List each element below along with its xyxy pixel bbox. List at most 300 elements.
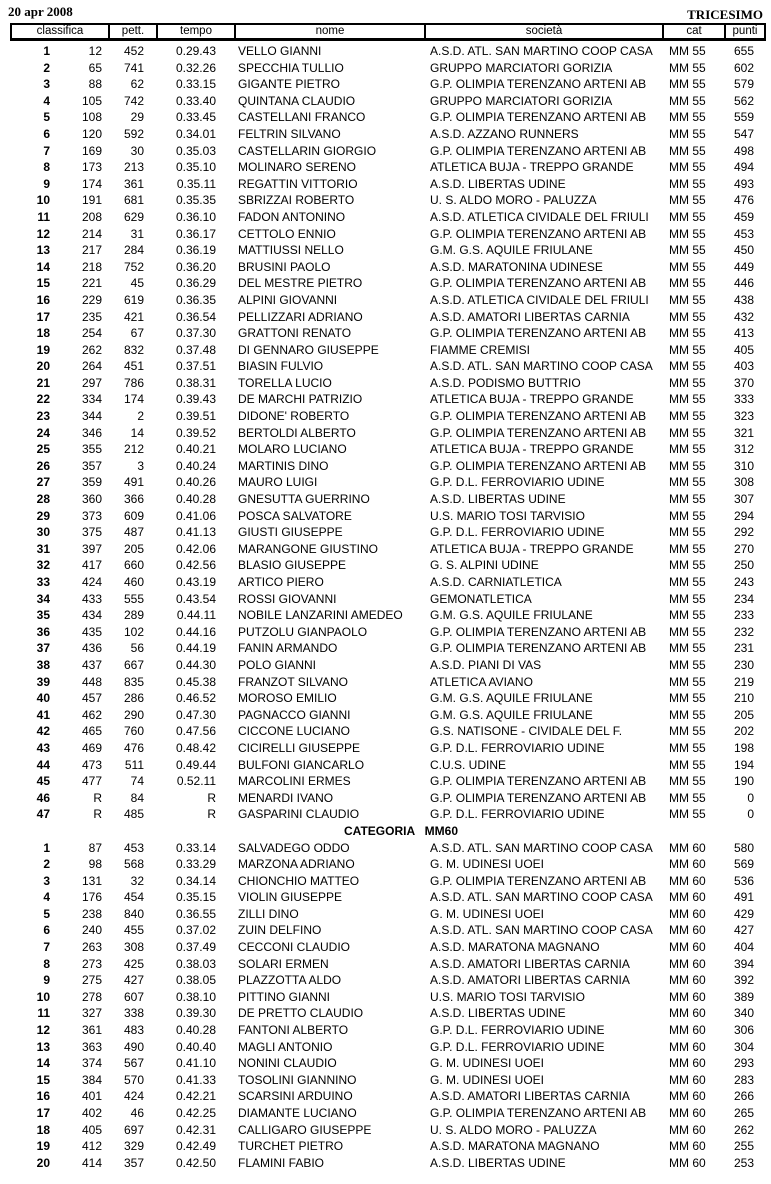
bib-cell: 511 xyxy=(124,757,144,772)
club-cell: G.P. OLIMPIA TERENZANO ARTENI AB xyxy=(430,409,647,424)
category-cell: MM 60 xyxy=(669,956,706,971)
time-cell: 0.34.01 xyxy=(175,126,216,141)
time-cell: 0.35.11 xyxy=(176,176,216,191)
time-cell: 0.44.11 xyxy=(176,608,216,623)
points-cell: 446 xyxy=(733,276,754,291)
position-cell: 27 xyxy=(36,475,50,490)
position-cell: 41 xyxy=(36,707,50,722)
points-cell: 323 xyxy=(733,409,754,424)
points-cell: 547 xyxy=(733,126,754,141)
points-cell: 255 xyxy=(733,1139,754,1154)
name-cell: POSCA SALVATORE xyxy=(238,508,352,523)
points-cell: 602 xyxy=(733,60,754,75)
overall-rank-cell: 221 xyxy=(81,276,102,291)
overall-rank-cell: 357 xyxy=(81,458,102,473)
points-cell: 404 xyxy=(733,940,754,955)
club-cell: G. S. ALPINI UDINE xyxy=(430,558,539,573)
points-cell: 253 xyxy=(733,1155,754,1170)
position-cell: 4 xyxy=(43,93,50,108)
col-classifica: classifica xyxy=(12,25,108,38)
name-cell: CICIRELLI GIUSEPPE xyxy=(238,740,361,755)
club-cell: G. M. UDINESI UOEI xyxy=(430,857,545,872)
position-cell: 2 xyxy=(43,857,50,872)
time-cell: 0.38.10 xyxy=(175,989,216,1004)
club-cell: A.S.D. MARATONA MAGNANO xyxy=(430,1139,600,1154)
overall-rank-cell: 263 xyxy=(81,940,102,955)
category-cell: MM 55 xyxy=(669,77,706,92)
table-row xyxy=(0,956,771,973)
overall-rank-cell: 334 xyxy=(81,392,102,407)
points-cell: 476 xyxy=(733,193,754,208)
category-cell: MM 55 xyxy=(669,492,706,507)
name-cell: POLO GIANNI xyxy=(238,657,317,672)
time-cell: 0.38.05 xyxy=(175,973,216,988)
table-row xyxy=(0,939,771,956)
time-cell: R xyxy=(207,807,216,822)
table-row xyxy=(0,873,771,890)
name-cell: ARTICO PIERO xyxy=(238,575,324,589)
category-cell: MM 60 xyxy=(669,940,706,955)
time-cell: 0.38.03 xyxy=(175,956,216,971)
position-cell: 47 xyxy=(36,807,50,822)
club-cell: A.S.D. AZZANO RUNNERS xyxy=(430,126,579,141)
club-cell: G.M. G.S. AQUILE FRIULANE xyxy=(430,608,593,623)
overall-rank-cell: 405 xyxy=(81,1122,102,1137)
table-row xyxy=(0,773,771,790)
position-cell: 5 xyxy=(43,110,50,125)
bib-cell: 487 xyxy=(123,525,144,540)
points-cell: 231 xyxy=(733,641,754,656)
overall-rank-cell: 275 xyxy=(81,973,102,988)
time-cell: 0.42.21 xyxy=(175,1089,216,1104)
name-cell: PUTZOLU GIANPAOLO xyxy=(238,624,368,639)
club-cell: A.S.D. MARATONA MAGNANO xyxy=(430,940,600,955)
points-cell: 310 xyxy=(733,458,754,473)
bib-cell: 660 xyxy=(123,558,144,573)
overall-rank-cell: 214 xyxy=(81,226,102,241)
points-cell: 321 xyxy=(733,425,754,440)
bib-cell: 629 xyxy=(123,209,144,224)
name-cell: MAGLI ANTONIO xyxy=(238,1039,333,1054)
bib-cell: 338 xyxy=(123,1006,144,1021)
overall-rank-cell: R xyxy=(93,807,102,822)
points-cell: 308 xyxy=(733,475,754,490)
table-row xyxy=(0,624,771,641)
name-cell: NOBILE LANZARINI AMEDEO xyxy=(238,608,403,623)
time-cell: 0.41.13 xyxy=(175,525,216,540)
bib-cell: 742 xyxy=(123,93,144,108)
bib-cell: 567 xyxy=(123,1056,144,1071)
time-cell: 0.47.56 xyxy=(175,724,216,739)
position-cell: 45 xyxy=(36,774,50,789)
name-cell: MAURO LUIGI xyxy=(238,475,318,490)
bib-cell: 357 xyxy=(123,1155,144,1170)
time-cell: 0.35.15 xyxy=(175,890,216,905)
points-cell: 453 xyxy=(733,226,754,241)
name-cell: MARZONA ADRIANO xyxy=(238,857,355,872)
overall-rank-cell: 273 xyxy=(81,956,102,971)
club-cell: G.P. D.L. FERROVIARIO UDINE xyxy=(430,1023,605,1038)
points-cell: 230 xyxy=(733,657,754,672)
table-row xyxy=(0,109,771,126)
overall-rank-cell: 169 xyxy=(81,143,102,158)
overall-rank-cell: 436 xyxy=(81,641,102,656)
bib-cell: 697 xyxy=(123,1122,144,1137)
category-cell: MM 55 xyxy=(669,558,706,573)
points-cell: 579 xyxy=(733,77,754,92)
points-cell: 450 xyxy=(733,243,754,258)
bib-cell: 205 xyxy=(123,541,144,556)
category-cell: MM 60 xyxy=(669,1122,706,1137)
club-cell: G. M. UDINESI UOEI xyxy=(430,1056,545,1071)
bib-cell: 592 xyxy=(123,126,144,141)
club-cell: FIAMME CREMISI xyxy=(430,342,531,357)
overall-rank-cell: 105 xyxy=(81,93,102,108)
club-cell: A.S.D. LIBERTAS UDINE xyxy=(430,176,566,191)
category-cell: MM 55 xyxy=(669,342,706,357)
bib-cell: 62 xyxy=(130,77,144,92)
time-cell: 0.32.26 xyxy=(175,60,216,75)
name-cell: MOROSO EMILIO xyxy=(238,691,337,706)
table-row xyxy=(0,707,771,724)
overall-rank-cell: 191 xyxy=(81,193,102,208)
name-cell: GASPARINI CLAUDIO xyxy=(238,807,360,822)
category-cell: MM 55 xyxy=(669,591,706,606)
points-cell: 340 xyxy=(733,1006,754,1021)
overall-rank-cell: 208 xyxy=(81,209,102,224)
club-cell: G.P. OLIMPIA TERENZANO ARTENI AB xyxy=(430,143,647,158)
position-cell: 18 xyxy=(36,326,50,341)
table-row xyxy=(0,690,771,707)
category-cell: MM 60 xyxy=(669,840,706,855)
time-cell: 0.40.40 xyxy=(175,1039,216,1054)
position-cell: 43 xyxy=(36,740,50,755)
points-cell: 194 xyxy=(733,757,754,772)
position-cell: 36 xyxy=(36,624,50,639)
club-cell: A.S.D. MARATONINA UDINESE xyxy=(430,259,603,274)
bib-cell: 46 xyxy=(130,1106,144,1120)
bib-cell: 329 xyxy=(123,1139,144,1154)
overall-rank-cell: 402 xyxy=(81,1106,102,1120)
position-cell: 9 xyxy=(43,176,50,191)
table-row xyxy=(0,1138,771,1155)
points-cell: 655 xyxy=(733,44,754,58)
points-cell: 283 xyxy=(733,1072,754,1087)
points-cell: 312 xyxy=(733,442,754,457)
position-cell: 16 xyxy=(36,1089,50,1104)
table-row xyxy=(0,226,771,243)
points-cell: 294 xyxy=(733,508,754,523)
category-cell: MM 55 xyxy=(669,226,706,241)
points-cell: 449 xyxy=(733,259,754,274)
name-cell: CASTELLARIN GIORGIO xyxy=(238,143,377,158)
position-cell: 19 xyxy=(36,1139,50,1154)
category-cell: MM 60 xyxy=(669,973,706,988)
name-cell: DI GENNARO GIUSEPPE xyxy=(238,342,379,357)
category-cell: MM 60 xyxy=(669,1006,706,1021)
position-cell: 7 xyxy=(43,940,50,955)
club-cell: A.S.D. ATL. SAN MARTINO COOP CASA xyxy=(430,840,653,855)
overall-rank-cell: 414 xyxy=(81,1155,102,1170)
position-cell: 13 xyxy=(36,243,50,258)
time-cell: 0.42.56 xyxy=(175,558,216,573)
club-cell: A.S.D. AMATORI LIBERTAS CARNIA xyxy=(430,973,630,988)
name-cell: FANIN ARMANDO xyxy=(238,641,338,656)
bib-cell: 452 xyxy=(123,44,144,58)
bib-cell: 45 xyxy=(130,276,144,291)
position-cell: 7 xyxy=(43,143,50,158)
club-cell: A.S.D. ATLETICA CIVIDALE DEL FRIULI xyxy=(430,292,649,307)
category-cell: MM 55 xyxy=(669,757,706,772)
position-cell: 3 xyxy=(43,873,50,888)
bib-cell: 454 xyxy=(123,890,144,905)
overall-rank-cell: 12 xyxy=(88,44,102,58)
position-cell: 46 xyxy=(36,790,50,805)
table-row xyxy=(0,391,771,408)
position-cell: 11 xyxy=(37,209,50,224)
name-cell: REGATTIN VITTORIO xyxy=(238,176,358,191)
bib-cell: 361 xyxy=(123,176,144,191)
bib-cell: 752 xyxy=(123,259,144,274)
bib-cell: 289 xyxy=(123,608,144,623)
overall-rank-cell: 264 xyxy=(81,359,102,374)
time-cell: 0.41.33 xyxy=(175,1072,216,1087)
club-cell: A.S.D. ATL. SAN MARTINO COOP CASA xyxy=(430,923,653,938)
points-cell: 250 xyxy=(733,558,754,573)
position-cell: 14 xyxy=(36,259,50,274)
time-cell: 0.47.30 xyxy=(175,707,216,722)
points-cell: 438 xyxy=(733,292,754,307)
overall-rank-cell: 424 xyxy=(81,575,102,589)
overall-rank-cell: 238 xyxy=(81,906,102,921)
club-cell: G.P. OLIMPIA TERENZANO ARTENI AB xyxy=(430,873,647,888)
position-cell: 6 xyxy=(43,923,50,938)
overall-rank-cell: 174 xyxy=(81,176,102,191)
position-cell: 37 xyxy=(36,641,50,656)
category-cell: MM 55 xyxy=(669,409,706,424)
points-cell: 219 xyxy=(733,674,754,689)
position-cell: 34 xyxy=(36,591,50,606)
name-cell: GRATTONI RENATO xyxy=(238,326,352,341)
overall-rank-cell: 327 xyxy=(81,1006,102,1021)
name-cell: FADON ANTONINO xyxy=(238,209,346,224)
table-row xyxy=(0,76,771,93)
category-cell: MM 55 xyxy=(669,608,706,623)
bib-cell: 476 xyxy=(123,740,144,755)
club-cell: G.M. G.S. AQUILE FRIULANE xyxy=(430,707,593,722)
club-cell: U. S. ALDO MORO - PALUZZA xyxy=(430,1122,597,1137)
overall-rank-cell: 176 xyxy=(81,890,102,905)
table-row xyxy=(0,657,771,674)
category-cell: MM 60 xyxy=(669,857,706,872)
overall-rank-cell: 397 xyxy=(81,541,102,556)
overall-rank-cell: 88 xyxy=(88,77,102,92)
name-cell: BRUSINI PAOLO xyxy=(238,259,331,274)
name-cell: ROSSI GIOVANNI xyxy=(238,591,337,606)
name-cell: MARTINIS DINO xyxy=(238,458,329,473)
name-cell: DIAMANTE LUCIANO xyxy=(238,1106,357,1120)
overall-rank-cell: 120 xyxy=(81,126,102,141)
overall-rank-cell: 401 xyxy=(81,1089,102,1104)
position-cell: 28 xyxy=(36,492,50,507)
time-cell: 0.29.43 xyxy=(175,44,216,58)
table-row xyxy=(0,1055,771,1072)
club-cell: G.P. OLIMPIA TERENZANO ARTENI AB xyxy=(430,425,647,440)
overall-rank-cell: 361 xyxy=(81,1023,102,1038)
column-header-bar xyxy=(10,23,766,41)
name-cell: CECCONI CLAUDIO xyxy=(238,940,351,955)
points-cell: 198 xyxy=(733,740,754,755)
category-label: CATEGORIA MM60 xyxy=(344,823,459,838)
club-cell: GRUPPO MARCIATORI GORIZIA xyxy=(430,93,613,108)
category-cell: MM 55 xyxy=(669,674,706,689)
time-cell: 0.42.25 xyxy=(175,1106,216,1120)
overall-rank-cell: 262 xyxy=(81,342,102,357)
position-cell: 9 xyxy=(43,973,50,988)
category-cell: MM 55 xyxy=(669,292,706,307)
position-cell: 44 xyxy=(36,757,50,772)
club-cell: G.P. OLIMPIA TERENZANO ARTENI AB xyxy=(430,326,647,341)
time-cell: 0.40.28 xyxy=(175,1023,216,1038)
points-cell: 493 xyxy=(733,176,754,191)
position-cell: 18 xyxy=(36,1122,50,1137)
club-cell: A.S.D. ATL. SAN MARTINO COOP CASA xyxy=(430,890,653,905)
points-cell: 559 xyxy=(733,110,754,125)
overall-rank-cell: 254 xyxy=(81,326,102,341)
bib-cell: 840 xyxy=(123,906,144,921)
position-cell: 12 xyxy=(36,1023,50,1038)
club-cell: U.S. MARIO TOSI TARVISIO xyxy=(430,989,585,1004)
club-cell: G.P. OLIMPIA TERENZANO ARTENI AB xyxy=(430,458,647,473)
name-cell: FANTONI ALBERTO xyxy=(238,1023,349,1038)
overall-rank-cell: 360 xyxy=(81,492,102,507)
overall-rank-cell: 297 xyxy=(81,375,102,390)
position-cell: 40 xyxy=(36,691,50,706)
table-row xyxy=(0,458,771,475)
time-cell: 0.33.29 xyxy=(175,857,216,872)
club-cell: A.S.D. LIBERTAS UDINE xyxy=(430,1006,566,1021)
name-cell: GIGANTE PIETRO xyxy=(238,77,341,92)
name-cell: BULFONI GIANCARLO xyxy=(238,757,365,772)
time-cell: 0.33.14 xyxy=(175,840,216,855)
name-cell: CICCONE LUCIANO xyxy=(238,724,351,739)
time-cell: 0.36.19 xyxy=(175,243,216,258)
table-row xyxy=(0,126,771,143)
club-cell: A.S.D. PODISMO BUTTRIO xyxy=(430,375,581,390)
bib-cell: 284 xyxy=(123,243,144,258)
name-cell: CASTELLANI FRANCO xyxy=(238,110,366,125)
overall-rank-cell: 355 xyxy=(81,442,102,457)
time-cell: 0.39.52 xyxy=(175,425,216,440)
bib-cell: 483 xyxy=(123,1023,144,1038)
bib-cell: 3 xyxy=(137,458,144,473)
table-row xyxy=(0,1022,771,1039)
overall-rank-cell: 437 xyxy=(81,657,102,672)
points-cell: 427 xyxy=(733,923,754,938)
name-cell: BIASIN FULVIO xyxy=(238,359,324,374)
points-cell: 0 xyxy=(747,807,754,822)
category-cell: MM 60 xyxy=(669,890,706,905)
table-row xyxy=(0,840,771,857)
overall-rank-cell: 173 xyxy=(81,160,102,175)
bib-cell: 786 xyxy=(123,375,144,390)
points-cell: 459 xyxy=(733,209,754,224)
table-row xyxy=(0,309,771,326)
col-nome: nome xyxy=(236,25,424,38)
time-cell: 0.43.19 xyxy=(175,575,216,589)
category-cell: MM 55 xyxy=(669,508,706,523)
points-cell: 394 xyxy=(733,956,754,971)
points-cell: 494 xyxy=(733,160,754,175)
overall-rank-cell: 346 xyxy=(81,425,102,440)
name-cell: PLAZZOTTA ALDO xyxy=(238,973,342,988)
category-cell: MM 60 xyxy=(669,923,706,938)
club-cell: G.P. D.L. FERROVIARIO UDINE xyxy=(430,807,605,822)
table-row xyxy=(0,159,771,176)
name-cell: MOLINARO SERENO xyxy=(238,160,357,175)
time-cell: 0.44.16 xyxy=(175,624,216,639)
name-cell: MOLARO LUCIANO xyxy=(238,442,347,457)
table-row xyxy=(0,989,771,1006)
points-cell: 210 xyxy=(733,691,754,706)
category-cell: MM 55 xyxy=(669,209,706,224)
position-cell: 12 xyxy=(36,226,50,241)
bib-cell: 14 xyxy=(130,425,144,440)
overall-rank-cell: 359 xyxy=(81,475,102,490)
points-cell: 429 xyxy=(733,906,754,921)
name-cell: VIOLIN GIUSEPPE xyxy=(238,890,343,905)
position-cell: 21 xyxy=(36,375,50,390)
category-cell: MM 55 xyxy=(669,110,706,125)
club-cell: G. M. UDINESI UOEI xyxy=(430,1072,545,1087)
name-cell: ZUIN DELFINO xyxy=(238,923,322,938)
position-cell: 25 xyxy=(36,442,50,457)
club-cell: A.S.D. ATL. SAN MARTINO COOP CASA xyxy=(430,359,653,374)
bib-cell: 681 xyxy=(123,193,144,208)
table-row xyxy=(0,325,771,342)
time-cell: 0.40.21 xyxy=(175,442,216,457)
overall-rank-cell: 235 xyxy=(81,309,102,324)
time-cell: 0.41.10 xyxy=(175,1056,216,1071)
table-row xyxy=(0,43,771,60)
name-cell: SCARSINI ARDUINO xyxy=(238,1089,353,1104)
points-cell: 392 xyxy=(733,973,754,988)
position-cell: 14 xyxy=(36,1056,50,1071)
table-row xyxy=(0,143,771,160)
bib-cell: 212 xyxy=(123,442,144,457)
club-cell: G.P. OLIMPIA TERENZANO ARTENI AB xyxy=(430,77,647,92)
table-row xyxy=(0,1088,771,1105)
points-cell: 234 xyxy=(733,591,754,606)
overall-rank-cell: 477 xyxy=(81,774,102,789)
name-cell: SPECCHIA TULLIO xyxy=(238,60,344,75)
club-cell: G.M. G.S. AQUILE FRIULANE xyxy=(430,243,593,258)
bib-cell: 832 xyxy=(123,342,144,357)
position-cell: 19 xyxy=(36,342,50,357)
name-cell: FRANZOT SILVANO xyxy=(238,674,349,689)
position-cell: 11 xyxy=(37,1006,50,1021)
col-punti: punti xyxy=(726,25,764,38)
position-cell: 1 xyxy=(43,840,50,855)
overall-rank-cell: 374 xyxy=(81,1056,102,1071)
club-cell: A.S.D. LIBERTAS UDINE xyxy=(430,492,566,507)
category-cell: MM 60 xyxy=(669,1106,706,1120)
bib-cell: 174 xyxy=(123,392,144,407)
name-cell: FLAMINI FABIO xyxy=(238,1155,325,1170)
bib-cell: 490 xyxy=(123,1039,144,1054)
name-cell: DIDONE' ROBERTO xyxy=(238,409,350,424)
position-cell: 33 xyxy=(36,575,50,589)
